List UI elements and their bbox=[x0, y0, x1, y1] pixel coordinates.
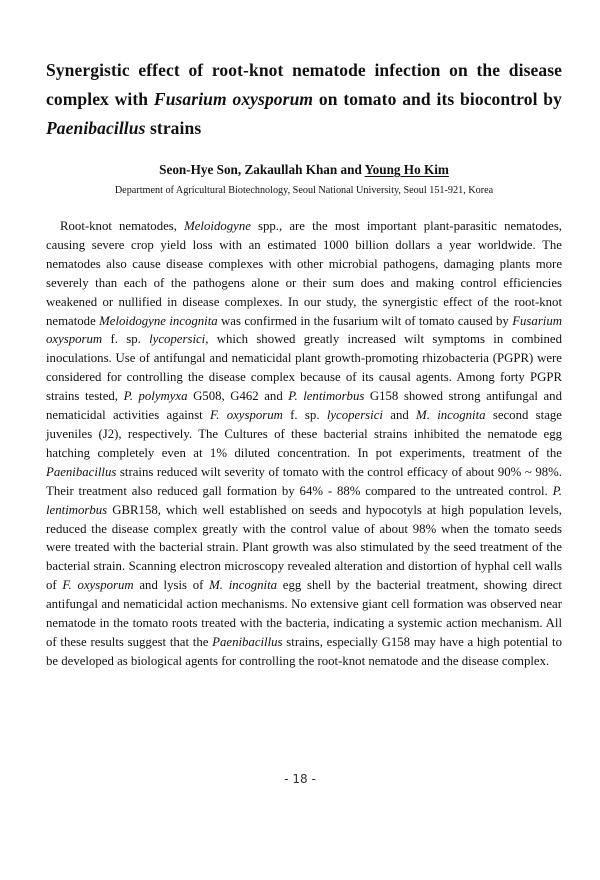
abstract-taxon: M. incognita bbox=[209, 578, 278, 593]
title-species-name: Fusarium oxysporum bbox=[153, 89, 314, 109]
affiliation: Department of Agricultural Biotechnology, Seoul National University, Seoul 151-921, Korea bbox=[114, 185, 494, 196]
paper-title bbox=[46, 56, 562, 143]
abstract-text: f. sp. bbox=[282, 408, 327, 423]
abstract-text: and bbox=[382, 408, 417, 423]
abstract-taxon: F. oxysporum bbox=[210, 408, 283, 423]
title-text: strains bbox=[145, 118, 202, 138]
abstract-text: f. sp. bbox=[102, 332, 150, 347]
abstract-taxon: Meloidogyne incognita bbox=[99, 313, 218, 328]
abstract-text: G158 showed strong antifungal and nematicidal activities against bbox=[46, 389, 562, 423]
abstract-taxon: lycopersici bbox=[149, 332, 206, 347]
abstract-text: egg shell by the bacterial treatment, showing direct antifungal and nematicidal action mechanisms. No extensive giant cell formation was observed near nematode in the tomato roots treated with the bacteria, indicating a systemic action mechanism. All of these results suggest that the bbox=[46, 578, 562, 649]
page-number: - 18 - bbox=[284, 772, 316, 786]
abstract-text: strains reduced wilt severity of tomato with the control efficacy of about 90% ~ 98%. Their treatment also reduced gall formation by 64% - 88% compared to the untreated control. bbox=[46, 464, 562, 498]
abstract-text: second stage juveniles (J2), respectively. The Cultures of these bacterial strains inhibited the nematode egg hatching completely even at 1% diluted concentration. In pot experiments, treatment of the bbox=[46, 408, 562, 460]
corresponding-author: Young Ho Kim bbox=[364, 162, 449, 177]
title-text: Synergistic effect of root-knot nematode infection on the disease complex with bbox=[46, 60, 562, 109]
abstract-taxon: F. oxysporum bbox=[62, 578, 134, 593]
abstract-taxon: Paenibacillus bbox=[46, 464, 117, 479]
abstract-taxon: M. incognita bbox=[416, 408, 486, 423]
abstract-text: , which showed greatly increased wilt symptoms in combined inoculations. Use of antifungal and nematicidal plant growth-promoting rhizobacteria (PGPR) were considered for controlling the disease complex because of its causal agents. Among forty PGPR strains tested, bbox=[46, 332, 562, 404]
abstract-taxon: Paenibacillus bbox=[212, 634, 283, 649]
title-genus-name: Paenibacillus bbox=[46, 118, 146, 138]
abstract-text: and lysis of bbox=[133, 578, 210, 593]
abstract-taxon: Meloidogyne bbox=[184, 219, 251, 233]
abstract-text: was confirmed in the fusarium wilt of tomato caused by bbox=[217, 313, 513, 328]
abstract-body bbox=[46, 217, 562, 671]
abstract-text: strains, especially G158 may have a high potential to be developed as biological agents for controlling the root-knot nematode and the disease complex. bbox=[46, 634, 562, 668]
abstract-taxon: P. lentimorbus bbox=[46, 483, 562, 517]
abstract-taxon: P. lentimorbus bbox=[288, 389, 365, 404]
abstract-text: Root-knot nematodes, bbox=[60, 219, 185, 233]
author-names: Seon-Hye Son, Zakaullah Khan and bbox=[159, 162, 365, 177]
title-text: on tomato and its biocontrol by bbox=[313, 89, 562, 109]
abstract-taxon: Fusarium oxysporum bbox=[46, 313, 562, 347]
paper-page bbox=[46, 56, 562, 684]
abstract-taxon: P. polymyxa bbox=[123, 389, 188, 404]
author-list bbox=[46, 161, 562, 179]
abstract-text: G508, G462 and bbox=[187, 389, 289, 404]
abstract-taxon: lycopersici bbox=[326, 408, 383, 423]
abstract-text: spp., are the most important plant-parasitic nematodes, causing severe crop yield loss with an estimated 1000 billion dollars a year worldwide. The nematodes also cause disease complexes with other microbial pathogens, damaging plants more severely than each of the pathogens alone or their sum does and making control efficiencies weakened or nullified in disease complexes. In our study, the synergistic effect of the root-knot nematode bbox=[46, 219, 562, 328]
abstract-text: GBR158, which well established on seeds and hypocotyls at high population levels, reduced the disease complex greatly with the control value of about 98% when the tomato seeds were treated with the bacterial strain. Plant growth was also stimulated by the seed treatment of the bacterial strain. Scanning electron microscopy revealed alteration and distortion of hyphal cell walls of bbox=[46, 502, 562, 593]
